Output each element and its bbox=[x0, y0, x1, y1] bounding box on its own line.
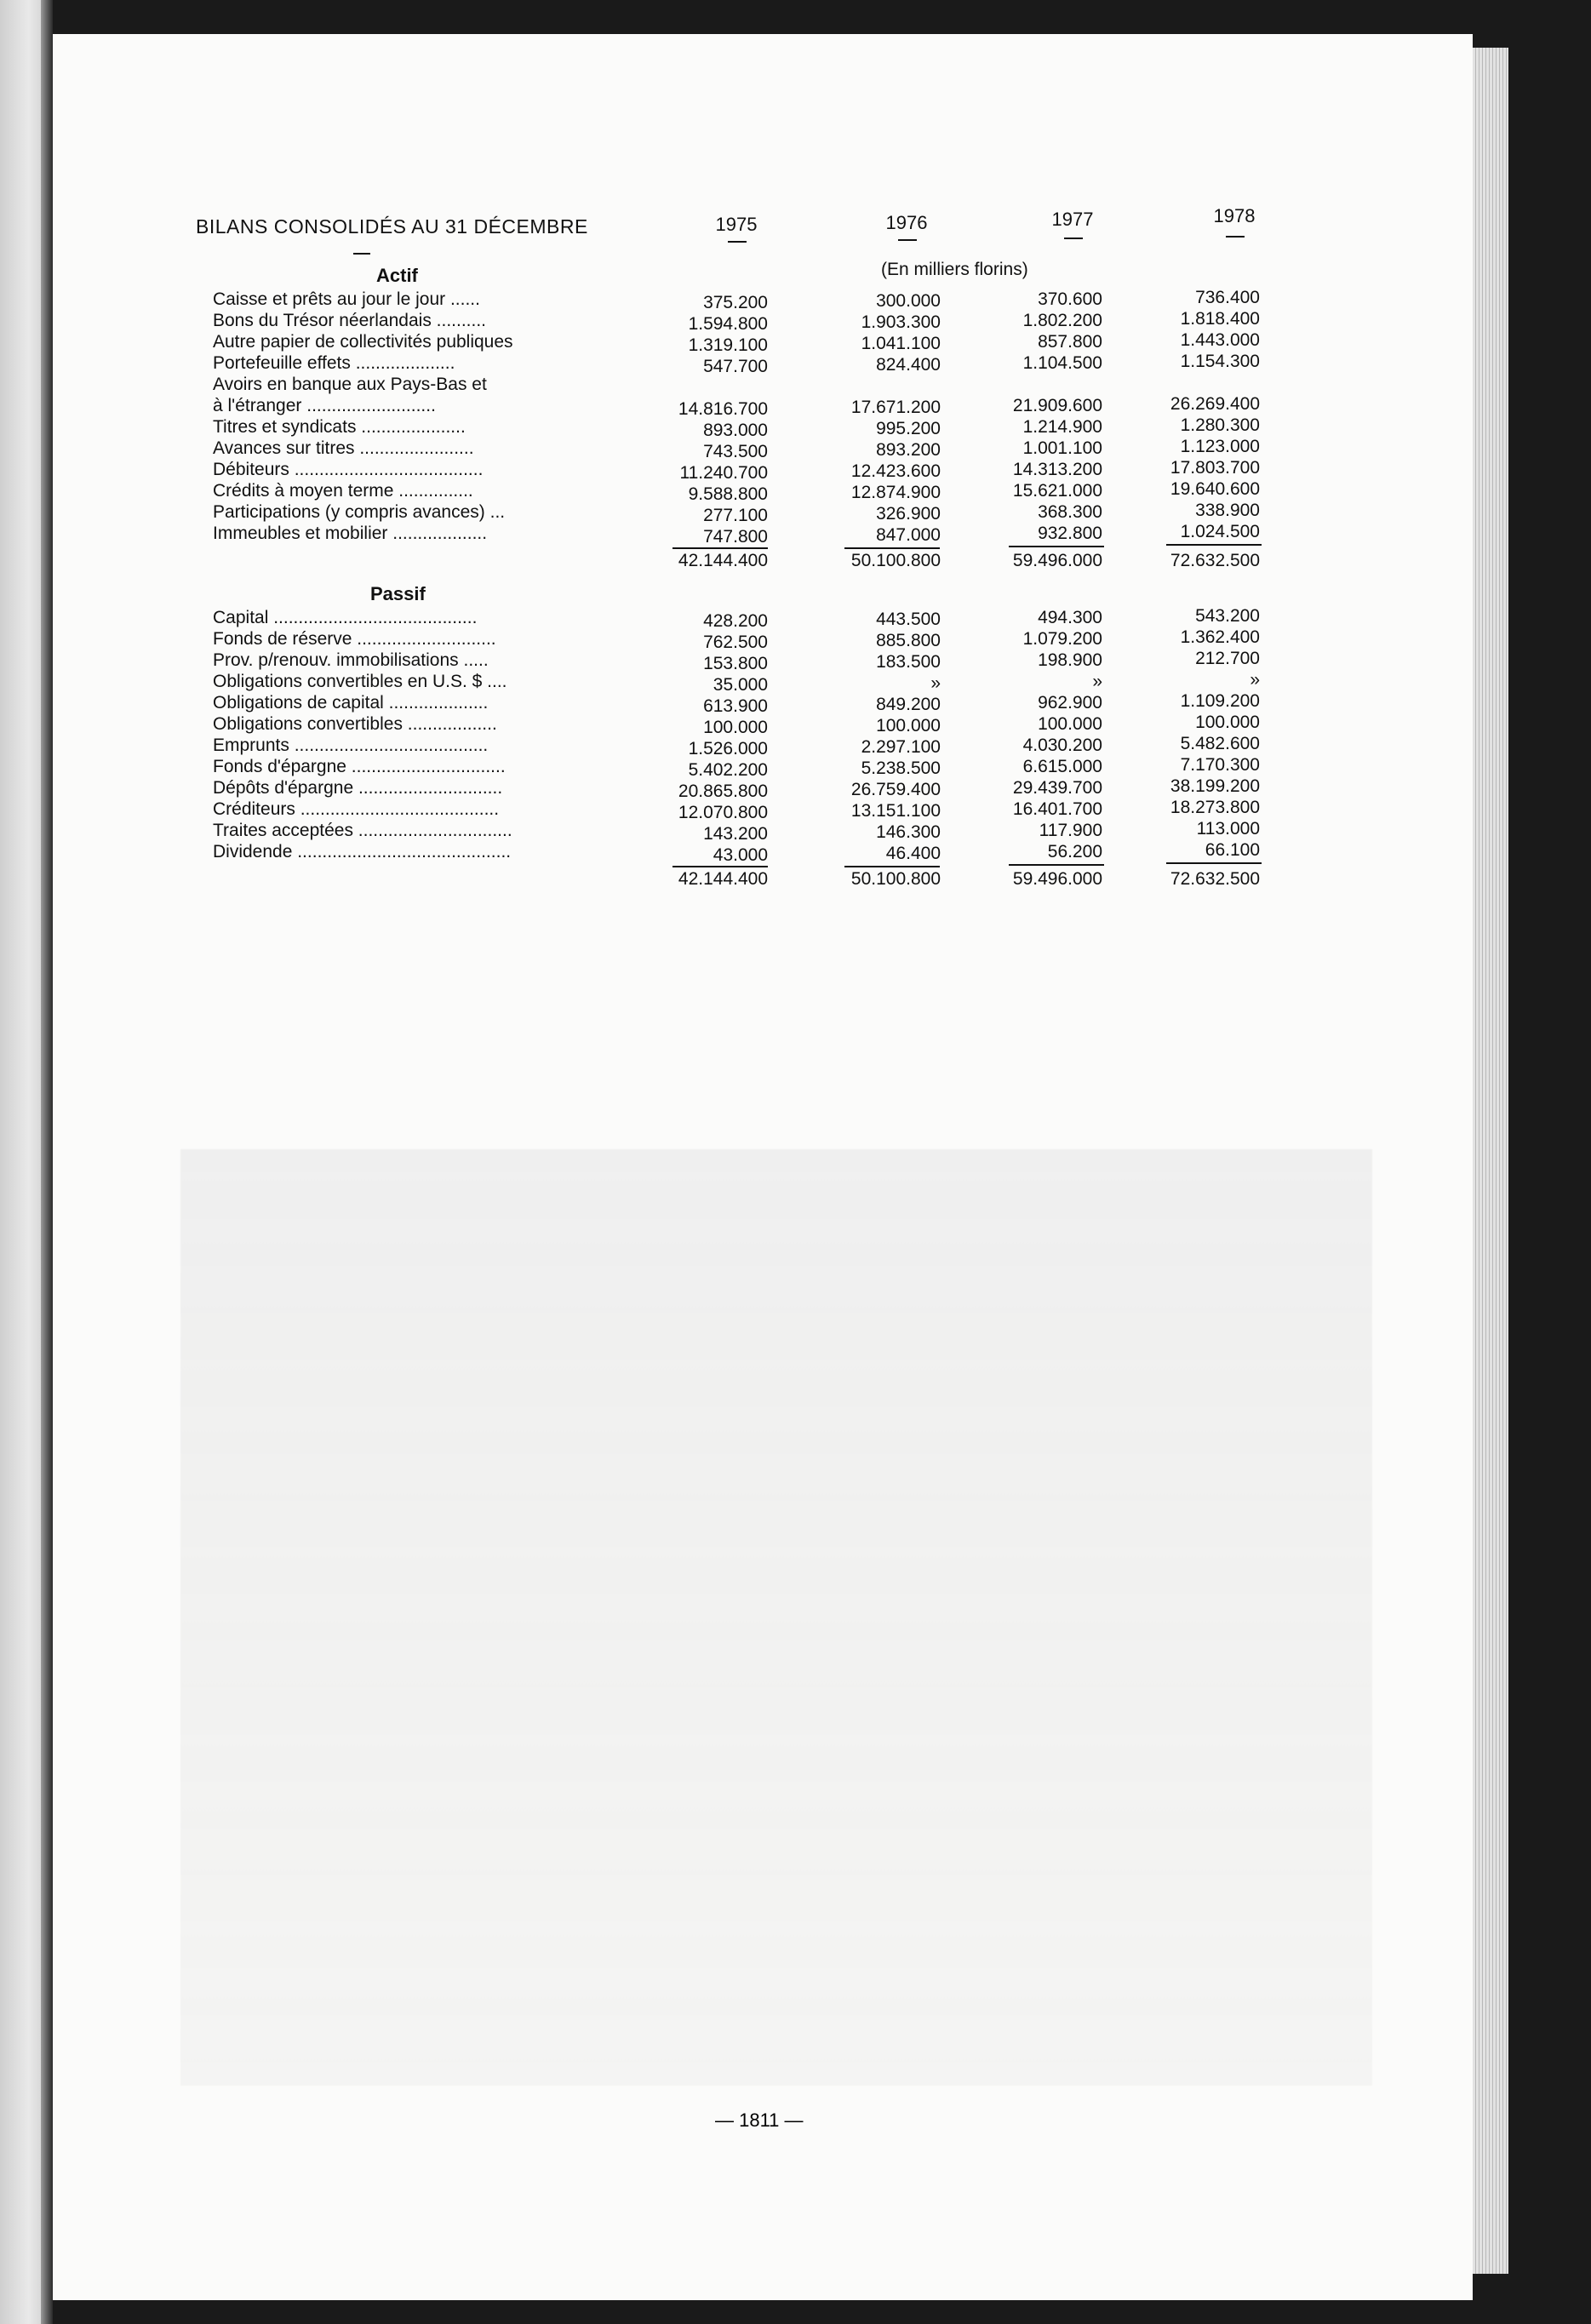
row-label: Emprunts ....................................... bbox=[213, 736, 489, 755]
cell-1977: 1.104.500 bbox=[1022, 353, 1102, 373]
cell-1978: 66.100 bbox=[1205, 840, 1260, 860]
cell-1976: 824.400 bbox=[876, 355, 941, 375]
actif-total-1977: 59.496.000 bbox=[1012, 551, 1102, 570]
cell-1977: 1.802.200 bbox=[1022, 311, 1102, 330]
year-1976: 1976 bbox=[885, 212, 928, 233]
cell-1976: 443.500 bbox=[876, 610, 941, 629]
cell-1976: 885.800 bbox=[876, 631, 941, 650]
table-row bbox=[196, 670, 1285, 695]
cell-1978: 17.803.700 bbox=[1170, 458, 1260, 478]
actif-total-1975: 42.144.400 bbox=[678, 551, 768, 570]
actif-total-1976: 50.100.800 bbox=[850, 551, 941, 570]
year-1978: 1978 bbox=[1213, 205, 1256, 226]
cell-1976: 46.400 bbox=[885, 844, 941, 863]
cell-1977: 6.615.000 bbox=[1022, 757, 1102, 776]
cell-1978: 38.199.200 bbox=[1170, 776, 1260, 796]
cell-1975: 428.200 bbox=[703, 611, 768, 631]
table-row bbox=[196, 628, 1285, 650]
cell-1976: 849.200 bbox=[876, 695, 941, 714]
cell-1978: 1.818.400 bbox=[1180, 309, 1260, 329]
cell-1977: 16.401.700 bbox=[1012, 799, 1102, 819]
cell-1976: 17.671.200 bbox=[850, 398, 941, 417]
table-row bbox=[196, 501, 1285, 523]
cell-1975: 762.500 bbox=[703, 633, 768, 652]
cell-1978: 1.280.300 bbox=[1180, 415, 1260, 435]
actif-total-1978: 72.632.500 bbox=[1170, 551, 1260, 570]
cell-1978: 18.273.800 bbox=[1170, 798, 1260, 817]
table-row bbox=[196, 777, 1285, 799]
cell-1976: 183.500 bbox=[876, 652, 941, 672]
total-rule bbox=[844, 547, 940, 549]
cell-1977: 100.000 bbox=[1038, 714, 1102, 734]
cell-1975: 11.240.700 bbox=[679, 463, 768, 483]
table-row bbox=[196, 309, 1285, 334]
row-label: Fonds d'épargne ............................... bbox=[213, 757, 506, 776]
cell-1978: 1.123.000 bbox=[1180, 437, 1260, 456]
row-label: Débiteurs ...................................... bbox=[213, 460, 484, 479]
cell-1977: 370.600 bbox=[1038, 289, 1102, 309]
cell-1975: 143.200 bbox=[703, 824, 768, 844]
cell-1977: 368.300 bbox=[1038, 502, 1102, 522]
table-row bbox=[196, 330, 1285, 355]
actif-heading: Actif bbox=[376, 265, 418, 286]
row-label: Fonds de réserve ............................ bbox=[213, 629, 496, 649]
cell-1978: 1.362.400 bbox=[1180, 627, 1260, 647]
left-page-edge bbox=[0, 0, 41, 2324]
cell-1977: 932.800 bbox=[1038, 524, 1102, 543]
cell-1976: 300.000 bbox=[876, 291, 941, 311]
table-row bbox=[196, 522, 1285, 547]
year-dash bbox=[1226, 236, 1245, 238]
row-label: Avoirs en banque aux Pays-Bas et bbox=[213, 375, 487, 394]
row-label: Obligations convertibles .................. bbox=[213, 714, 497, 734]
cell-1978: 26.269.400 bbox=[1170, 394, 1260, 414]
cell-1975: 9.588.800 bbox=[688, 484, 768, 504]
cell-1975: 547.700 bbox=[703, 357, 768, 376]
cell-1976: 326.900 bbox=[876, 504, 941, 524]
cell-1978: 212.700 bbox=[1195, 649, 1260, 668]
passif-total-1975: 42.144.400 bbox=[678, 869, 768, 889]
passif-total-1978: 72.632.500 bbox=[1170, 869, 1260, 889]
table-row bbox=[196, 691, 1285, 716]
cell-1978: 1.154.300 bbox=[1180, 352, 1260, 371]
cell-1977: 4.030.200 bbox=[1022, 736, 1102, 755]
cell-1975: 375.200 bbox=[703, 293, 768, 312]
cell-1977: 14.313.200 bbox=[1012, 460, 1102, 479]
cell-1978: 113.000 bbox=[1196, 819, 1260, 839]
cell-1976: 847.000 bbox=[876, 525, 941, 545]
year-1975: 1975 bbox=[715, 214, 758, 235]
cell-1977: 1.001.100 bbox=[1022, 438, 1102, 458]
cell-1978: 1.024.500 bbox=[1180, 522, 1260, 541]
total-rule bbox=[672, 547, 768, 549]
year-dash bbox=[728, 241, 747, 243]
year-dash bbox=[898, 239, 917, 241]
passif-heading: Passif bbox=[370, 583, 426, 604]
cell-1977: 857.800 bbox=[1038, 332, 1102, 352]
row-label: Dividende ........................................... bbox=[213, 842, 512, 861]
total-rule bbox=[1009, 546, 1104, 547]
table-row bbox=[196, 755, 1285, 780]
table-row bbox=[196, 438, 1285, 459]
table-row bbox=[196, 458, 1285, 483]
row-label: Autre papier de collectivités publiques bbox=[213, 332, 513, 352]
cell-1976: 12.874.900 bbox=[850, 483, 941, 502]
passif-heading-row bbox=[196, 580, 1285, 607]
table-row bbox=[196, 650, 1285, 671]
row-label: Portefeuille effets .................... bbox=[213, 353, 455, 373]
total-rule bbox=[1166, 862, 1262, 864]
actif-heading-row bbox=[196, 261, 1285, 289]
cell-1975: 35.000 bbox=[713, 675, 768, 695]
unit-label: (En milliers florins) bbox=[881, 260, 1028, 279]
header-row bbox=[196, 200, 1285, 251]
cell-1976: 146.300 bbox=[876, 822, 941, 842]
row-label: Capital ......................................... bbox=[213, 608, 478, 627]
show-through-text bbox=[180, 1149, 1372, 2086]
cell-1975: 277.100 bbox=[703, 506, 768, 525]
cell-1978: » bbox=[1250, 670, 1260, 690]
table-row bbox=[196, 416, 1285, 438]
table-row bbox=[196, 606, 1285, 631]
row-label: Crédits à moyen terme ............... bbox=[213, 481, 473, 501]
row-label: Obligations convertibles en U.S. $ .... bbox=[213, 672, 507, 691]
cell-1977: » bbox=[1092, 672, 1102, 691]
row-label: Avances sur titres ....................... bbox=[213, 438, 474, 458]
cell-1978: 338.900 bbox=[1195, 501, 1260, 520]
row-label: Créditeurs ........................................ bbox=[213, 799, 500, 819]
row-label: Immeubles et mobilier ................... bbox=[213, 524, 488, 543]
year-1977: 1977 bbox=[1051, 209, 1094, 230]
cell-1975: 1.526.000 bbox=[688, 739, 768, 758]
cell-1977: 117.900 bbox=[1039, 821, 1102, 840]
cell-1976: 100.000 bbox=[876, 716, 941, 736]
cell-1975: 12.070.800 bbox=[678, 803, 768, 822]
row-label: à l'étranger .......................... bbox=[213, 396, 436, 415]
cell-1977: 29.439.700 bbox=[1012, 778, 1102, 798]
title-dash bbox=[353, 253, 370, 255]
cell-1975: 1.594.800 bbox=[688, 314, 768, 334]
cell-1977: 56.200 bbox=[1047, 842, 1102, 861]
balance-sheet bbox=[196, 200, 1285, 895]
cell-1975: 613.900 bbox=[703, 696, 768, 716]
cell-1976: 12.423.600 bbox=[850, 461, 941, 481]
cell-1976: 995.200 bbox=[876, 419, 941, 438]
cell-1978: 1.109.200 bbox=[1180, 691, 1260, 711]
row-label: Bons du Trésor néerlandais .......... bbox=[213, 311, 486, 330]
table-row bbox=[196, 374, 1285, 395]
cell-1976: 5.238.500 bbox=[861, 758, 941, 778]
passif-total-1977: 59.496.000 bbox=[1012, 869, 1102, 889]
cell-1977: 21.909.600 bbox=[1012, 396, 1102, 415]
cell-1978: 100.000 bbox=[1195, 713, 1260, 732]
row-label: Prov. p/renouv. immobilisations ..... bbox=[213, 650, 489, 670]
table-row bbox=[196, 394, 1285, 419]
total-rule bbox=[1009, 864, 1104, 866]
cell-1976: 2.297.100 bbox=[861, 737, 941, 757]
cell-1975: 893.000 bbox=[703, 421, 768, 440]
cell-1978: 736.400 bbox=[1195, 288, 1260, 307]
table-row bbox=[196, 713, 1285, 735]
row-label: Caisse et prêts au jour le jour ...... bbox=[213, 289, 480, 309]
passif-total-1976: 50.100.800 bbox=[850, 869, 941, 889]
table-row bbox=[196, 735, 1285, 756]
passif-total-row bbox=[196, 862, 1285, 895]
cell-1977: 1.214.900 bbox=[1022, 417, 1102, 437]
cell-1978: 1.443.000 bbox=[1180, 330, 1260, 350]
total-rule bbox=[672, 866, 768, 867]
cell-1975: 20.865.800 bbox=[678, 781, 768, 801]
table-row bbox=[196, 840, 1285, 865]
total-rule bbox=[1166, 544, 1262, 546]
cell-1975: 5.402.200 bbox=[688, 760, 768, 780]
cell-1975: 100.000 bbox=[703, 718, 768, 737]
year-dash bbox=[1064, 238, 1083, 239]
table-row bbox=[196, 352, 1285, 374]
passif-rows bbox=[196, 606, 1285, 865]
cell-1976: 13.151.100 bbox=[850, 801, 941, 821]
actif-rows bbox=[196, 288, 1285, 547]
page-stack-edge bbox=[1473, 48, 1508, 2274]
table-row bbox=[196, 479, 1285, 504]
cell-1977: 1.079.200 bbox=[1022, 629, 1102, 649]
cell-1975: 747.800 bbox=[703, 527, 768, 547]
cell-1977: 198.900 bbox=[1038, 650, 1102, 670]
cell-1976: 893.200 bbox=[876, 440, 941, 460]
cell-1975: 743.500 bbox=[703, 442, 768, 461]
cell-1977: 962.900 bbox=[1038, 693, 1102, 713]
table-row bbox=[196, 799, 1285, 820]
row-label: Participations (y compris avances) ... bbox=[213, 502, 506, 522]
cell-1976: 26.759.400 bbox=[850, 780, 941, 799]
actif-total-row bbox=[196, 544, 1285, 576]
cell-1976: » bbox=[930, 673, 941, 693]
cell-1977: 494.300 bbox=[1038, 608, 1102, 627]
table-row bbox=[196, 289, 1285, 310]
cell-1977: 15.621.000 bbox=[1012, 481, 1102, 501]
row-label: Obligations de capital .................... bbox=[213, 693, 489, 713]
table-row bbox=[196, 819, 1285, 844]
row-label: Dépôts d'épargne ............................. bbox=[213, 778, 503, 798]
cell-1975: 153.800 bbox=[703, 654, 768, 673]
cell-1978: 543.200 bbox=[1195, 606, 1260, 626]
book-gutter bbox=[41, 0, 53, 2324]
cell-1975: 43.000 bbox=[713, 845, 768, 865]
cell-1978: 7.170.300 bbox=[1180, 755, 1260, 775]
cell-1976: 1.041.100 bbox=[861, 334, 941, 353]
cell-1978: 5.482.600 bbox=[1180, 734, 1260, 753]
cell-1978: 19.640.600 bbox=[1170, 479, 1260, 499]
page-title: BILANS CONSOLIDÉS AU 31 DÉCEMBRE bbox=[196, 215, 588, 238]
page-number: — 1811 — bbox=[715, 2109, 804, 2131]
cell-1976: 1.903.300 bbox=[861, 312, 941, 332]
row-label: Titres et syndicats ..................... bbox=[213, 417, 466, 437]
total-rule bbox=[844, 866, 940, 867]
row-label: Traites acceptées ............................... bbox=[213, 821, 512, 840]
cell-1975: 14.816.700 bbox=[678, 399, 768, 419]
cell-1975: 1.319.100 bbox=[688, 335, 768, 355]
